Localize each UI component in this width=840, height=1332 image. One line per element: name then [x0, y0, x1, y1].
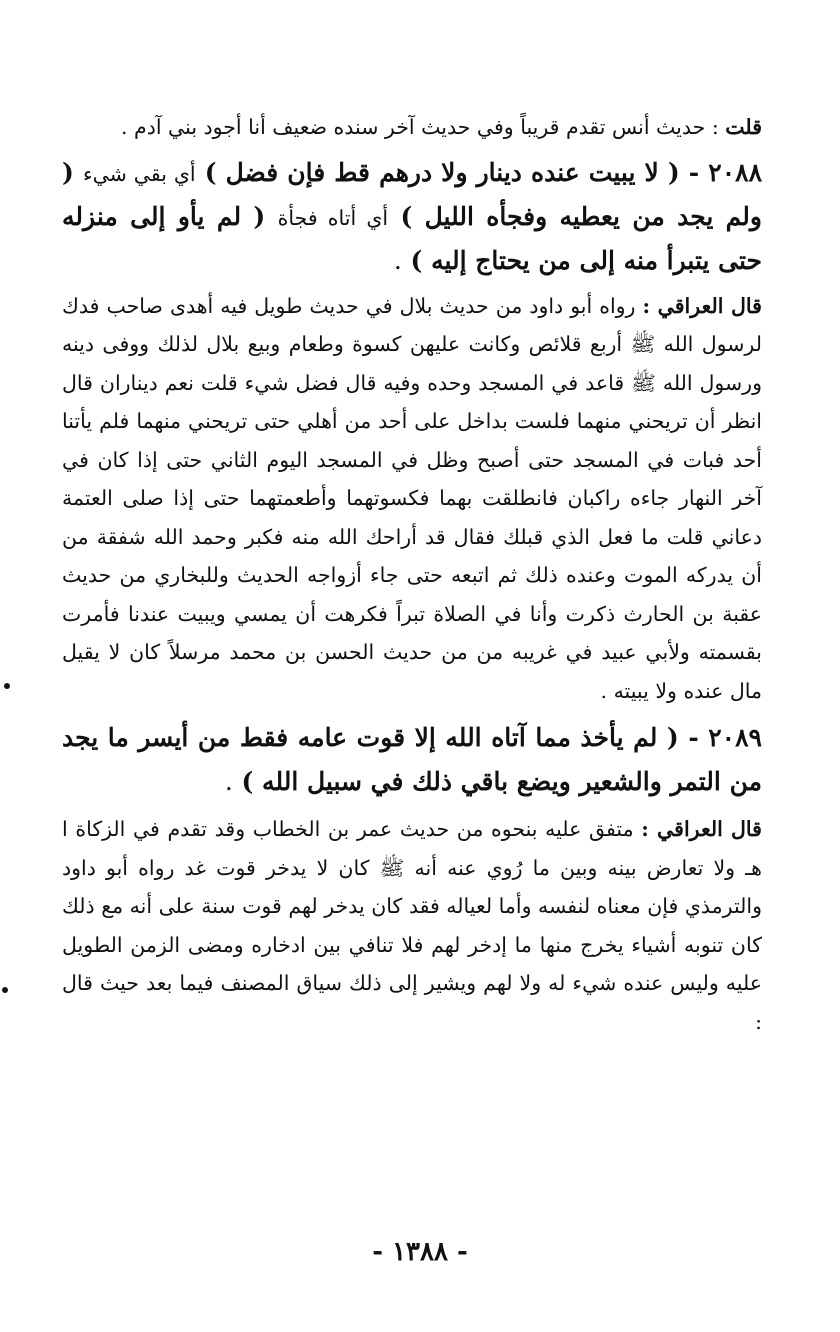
- commentary-text: متفق عليه بنحوه من حديث عمر بن الخطاب وقد تقدم في الزكاة ا هـ ولا تعارض بينه وبين ما رُوي عنه أنه ﷺ كان لا يدخر قوت غد رواه أبو داود والترمذي فإن معناه لنفسه وأما لعياله فقد كان يدخر لهم قوت سنة على أنه مع ذلك كان تنوبه أشياء يخرج منها ما إدخر لهم فلا تنافي بين ادخاره ومضى الزمن الطويل عليه وليس عنده شيء له ولا لهم ويشير إلى ذلك سياق المصنف فيما بعد حيث قال :: [62, 817, 762, 1034]
- hadith-quote: ( ولم يجد من يعطيه وفجأه الليل ): [62, 157, 762, 231]
- hadith-end: .: [393, 245, 402, 275]
- margin-mark: [2, 987, 8, 993]
- page-body: [62, 108, 762, 1041]
- commentary-label: قال العراقي :: [641, 817, 762, 841]
- hadith-end: .: [224, 767, 233, 796]
- hadith-quote: ( لم يأو إلى منزله حتى يتبرأ منه إلى من يحتاج إليه ): [62, 201, 762, 275]
- commentary-iraqi-2088: [62, 287, 762, 711]
- commentary-label: قال العراقي :: [642, 293, 762, 318]
- commentary-text: رواه أبو داود من حديث بلال في حديث طويل فيه أهدى صاحب فدك لرسول الله ﷺ أربع قلائص وكانت عليهن كسوة وطعام وبيع بلال لذلك ووفى دينه ورسول الله ﷺ قاعد في المسجد وحده وفيه قال فضل شيء قلت نعم ديناران قال انظر أن تريحني منهما فلست بداخل على أحد من أهلي حتى تريحني منهما فلم يأتنا أحد فبات في المسجد حتى أصبح وظل في المسجد اليوم الثاني حتى إذا كان في آخر النهار جاءه راكبان فانطلقت بهما فكسوتهما وأطعمتهما حتى إذا صلى العتمة دعاني قلت ما فعل الذي قبلك فقال قد أراحك الله منه فكبر وحمد الله شفقة من أن يدركه الموت وعنده ذلك ثم اتبعه حتى جاء أزواجه الحديث وللبخاري من حديث عقبة بن الحارث ذكرت وأنا في الصلاة تبراً فكرهت أن يمسي ويبيت عندنا فأمرت بقسمته ولأبي عبيد في غريبه من من حديث الحسن بن محمد مرسلاً كان لا يقيل مال عنده ولا يبيته .: [62, 293, 762, 703]
- paragraph-note: [62, 108, 762, 147]
- commentary-iraqi-2089: [62, 810, 762, 1041]
- hadith-quote: ( لم يأخذ مما آتاه الله إلا قوت عامه فقط من أيسر ما يجد من التمر والشعير ويضع باقي ذلك في سبيل الله ): [62, 723, 762, 796]
- hadith-gloss: أي بقي شيء: [82, 161, 196, 186]
- note-label: قلت: [725, 115, 762, 139]
- hadith-2089: [62, 716, 762, 804]
- page-number: - ١٣٨٨ -: [372, 1237, 468, 1267]
- hadith-number: ٢٠٨٨ -: [688, 157, 762, 187]
- hadith-2088: [62, 151, 762, 283]
- hadith-gloss: أي أتاه فجأة: [277, 205, 389, 230]
- note-text: : حديث أنس تقدم قريباً وفي حديث آخر سنده ضعيف أنا أجود بني آدم .: [120, 115, 719, 139]
- hadith-number: ٢٠٨٩ -: [688, 723, 762, 752]
- margin-mark: [4, 683, 10, 689]
- hadith-quote: ( لا يبيت عنده دينار ولا درهم قط فإن فضل ): [204, 157, 680, 187]
